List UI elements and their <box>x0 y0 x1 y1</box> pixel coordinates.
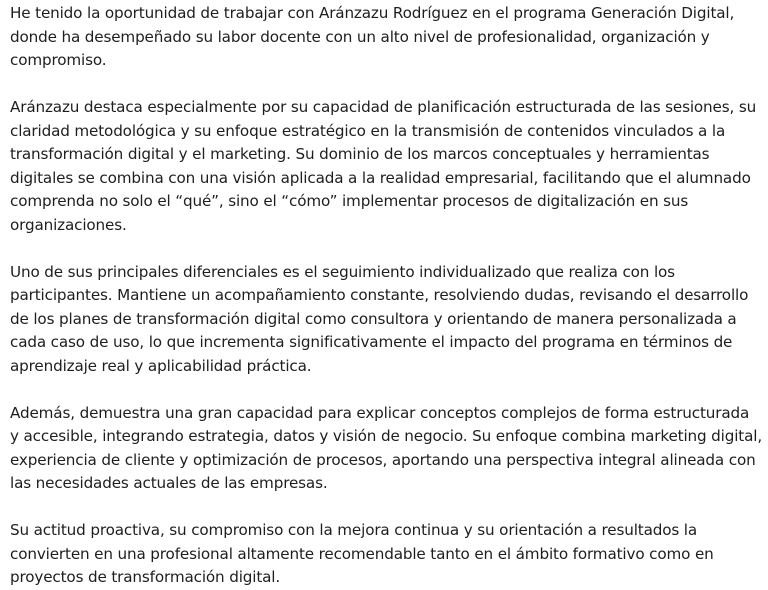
paragraph-followup: Uno de sus principales diferenciales es el seguimiento individualizado que realiza con los participantes. Mantiene un acompañamiento constante, resolviendo dudas, revisando el desarrollo de los planes de transformación digital como consultora y orientando de manera personalizada a cada caso de uso, lo que incrementa significativamente el impacto del programa en términos de aprendizaje real y aplicabilidad práctica. <box>10 262 749 375</box>
paragraph-communication: Además, demuestra una gran capacidad para explicar conceptos complejos de forma estructurada y accesible, integrando estrategia, datos y visión de negocio. Su enfoque combina marketing digital, experiencia de cliente y optimización de procesos, aportando una perspectiva integral alineada con las necesidades actuales de las empresas. <box>10 403 762 492</box>
paragraph-intro: He tenido la oportunidad de trabajar con Aránzazu Rodríguez en el programa Generación Digital, donde ha desempeñado su labor docente con un alto nivel de profesionalidad, organización y compromiso. <box>10 4 735 69</box>
paragraph-conclusion: Su actitud proactiva, su compromiso con la mejora continua y su orientación a resultados la convierten en una profesional altamente recomendable tanto en el ámbito formativo como en proyectos de transformación digital. <box>10 521 714 586</box>
paragraph-planning: Aránzazu destaca especialmente por su capacidad de planificación estructurada de las sesiones, su claridad metodológica y su enfoque estratégico en la transmisión de contenidos vinculados a la transformación digital y el marketing. Su dominio de los marcos conceptuales y herramientas digitales se combina con una visión aplicada a la realidad empresarial, facilitando que el alumnado comprenda no solo el “qué”, sino el “cómo” implementar procesos de digitalización en sus organizaciones. <box>10 98 757 234</box>
recommendation-text <box>10 2 762 590</box>
